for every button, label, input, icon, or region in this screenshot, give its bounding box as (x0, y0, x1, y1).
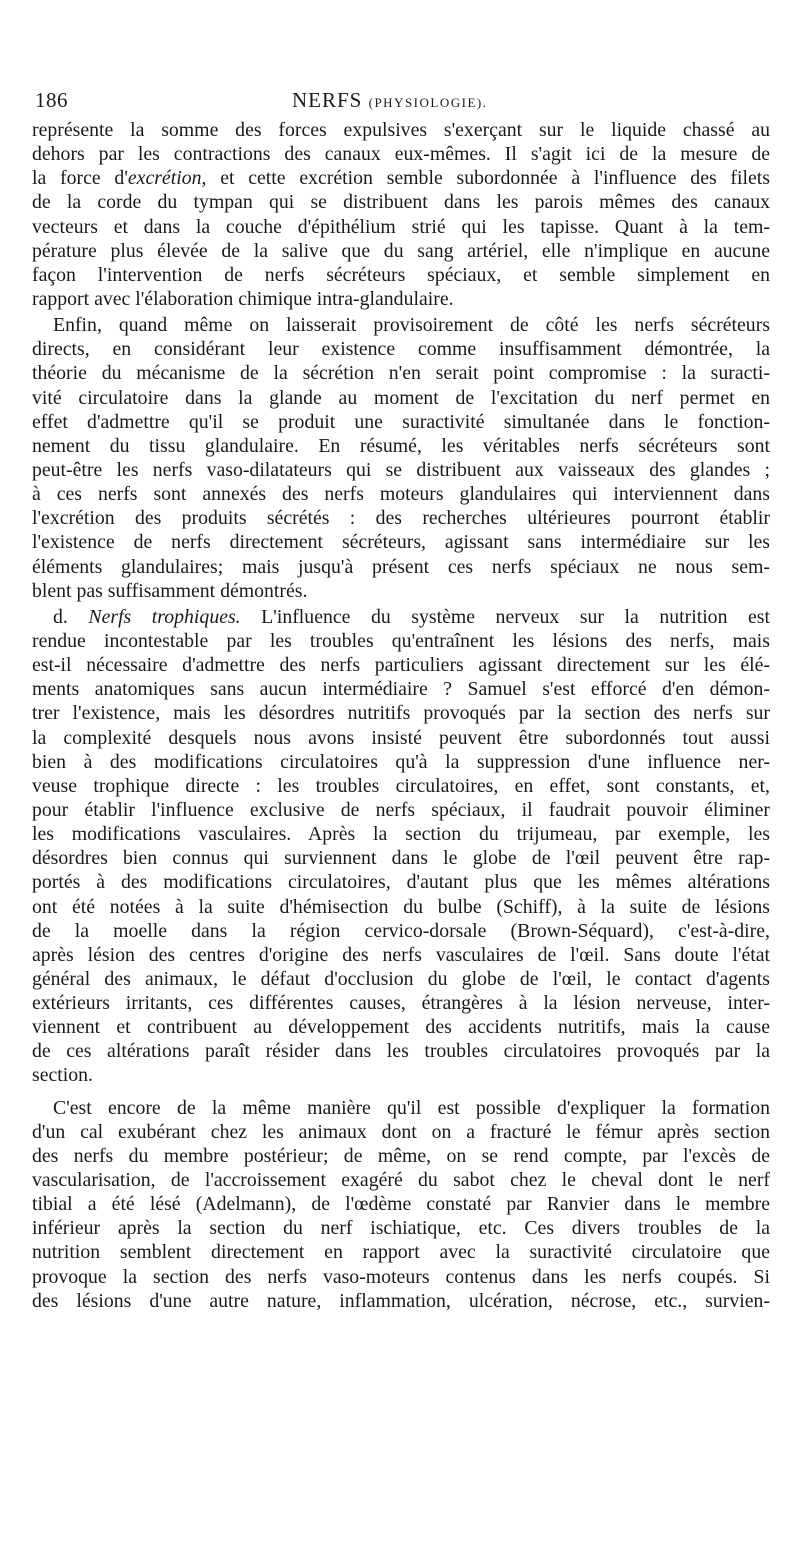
text-line: pérature plus élevée de la salive que du sang artériel, elle n'implique en aucune (32, 239, 770, 262)
text-line: Enfin, quand même on laisserait provisoirement de côté les nerfs sécréteurs (53, 314, 770, 337)
paragraph-2 (32, 313, 770, 603)
text-line: peut-être les nerfs vaso-dilatateurs qui se distribuent aux vaisseaux des glandes ; (32, 458, 770, 481)
text-line: effet d'admettre qu'il se produit une suractivité simultanée dans le fonction- (32, 410, 770, 433)
text-line: désordres bien connus qui surviennent dans le globe de l'œil peuvent être rap- (32, 847, 770, 870)
paragraph-1 (32, 118, 770, 311)
text-line: nutrition semblent directement en rapport avec la suractivité circulatoire que (32, 1241, 770, 1264)
text-line (32, 166, 770, 190)
section-heading: Nerfs trophiques. (88, 605, 241, 628)
text-line: est-il nécessaire d'admettre des nerfs particuliers agissant directement sur les élé- (32, 654, 770, 677)
text-line: directs, en considérant leur existence comme insuffisamment démontrée, la (32, 338, 770, 361)
page (32, 88, 770, 1315)
text-line: inférieur après la section du nerf ischiatique, etc. Ces divers troubles de la (32, 1217, 770, 1240)
text-line: nement du tissu glandulaire. En résumé, les véritables nerfs sécréteurs sont (32, 434, 770, 457)
text-line: d'un cal exubérant chez les animaux dont on a fracturé le fémur après section (32, 1120, 770, 1143)
text-line: C'est encore de la même manière qu'il est possible d'expliquer la formation (53, 1096, 770, 1119)
text-line: les modifications vasculaires. Après la section du trijumeau, par exemple, les (32, 823, 770, 846)
running-title-main: NERFS (292, 88, 363, 112)
text-line: portés à des modifications circulatoires, d'autant plus que les mêmes altérations (32, 871, 770, 894)
text-line: bien à des modifications circulatoires qu'à la suppression d'une influence ner- (32, 750, 770, 773)
text-line: des nerfs du membre postérieur; de même, on se rend compte, par l'excès de (32, 1144, 770, 1167)
text-line: blent pas suffisamment démontrés. (32, 579, 308, 602)
text-line: viennent et contribuent au développement des accidents nutritifs, mais la cause (32, 1016, 770, 1039)
text-line: trer l'existence, mais les désordres nutritifs provoqués par la section des nerfs sur (32, 702, 770, 725)
text-line: ments anatomiques sans aucun intermédiaire ? Samuel s'est efforcé d'en démon- (32, 678, 770, 701)
text-line: extérieurs irritants, ces différentes causes, étrangères à la lésion nerveuse, inter- (32, 992, 770, 1015)
text-line: vité circulatoire dans la glande au moment de l'excitation du nerf permet en (32, 386, 770, 409)
text-line: des lésions d'une autre nature, inflammation, ulcération, nécrose, etc., survien- (32, 1289, 770, 1312)
running-header (32, 88, 770, 118)
text-line: section. (32, 1064, 93, 1087)
text-line: éléments glandulaires; mais jusqu'à présent ces nerfs spéciaux ne nous sem- (32, 555, 770, 578)
text-line: l'excrétion des produits sécrétés : des recherches ultérieures pourront établir (32, 507, 770, 530)
running-title (292, 88, 487, 113)
text-line: la complexité desquels nous avons insisté peuvent être subordonnés tout aussi (32, 726, 770, 749)
running-title-subtitle: (PHYSIOLOGIE). (368, 95, 488, 110)
text-line: façon l'intervention de nerfs sécréteurs spéciaux, et semble simplement en (32, 263, 770, 286)
text-line: après lésion des centres d'origine des nerfs vasculaires de l'œil. Sans doute l'état (32, 943, 770, 966)
text-span: L'influence du système nerveux sur la nutrition est (240, 605, 770, 628)
text-span: la force d' (32, 167, 128, 190)
text-line: théorie du mécanisme de la sécrétion n'en serait point compromise : la suracti- (32, 362, 770, 385)
text-line: rendue incontestable par les troubles qu'entraînent les lésions des nerfs, mais (32, 629, 770, 652)
text-line: l'existence de nerfs directement sécréteurs, agissant sans intermédiaire sur les (32, 531, 770, 554)
text-line: vascularisation, de l'accroissement exagéré du sabot chez le cheval dont le nerf (32, 1169, 770, 1192)
paragraph-3 (32, 605, 770, 1088)
text-line: représente la somme des forces expulsives s'exerçant sur le liquide chassé au (32, 119, 770, 141)
text-line: général des animaux, le défaut d'occlusion du globe de l'œil, le contact d'agents (32, 967, 770, 990)
text-line (32, 605, 770, 629)
text-span: , et cette excrétion semble subordonnée à l'influence des filets (201, 167, 770, 190)
text-line: à ces nerfs sont annexés des nerfs moteurs glandulaires qui interviennent dans (32, 483, 770, 506)
text-line: de la moelle dans la région cervico-dorsale (Brown-Séquard), c'est-à-dire, (32, 919, 770, 942)
text-line: dehors par les contractions des canaux eux-mêmes. Il s'agit ici de la mesure de (32, 143, 770, 166)
text-line: pour établir l'influence exclusive de nerfs spéciaux, il faudrait pouvoir éliminer (32, 798, 770, 821)
page-number: 186 (35, 88, 68, 112)
text-line: veuse trophique directe : les troubles circulatoires, en effet, sont constants, et, (32, 774, 770, 797)
text-line: provoque la section des nerfs vaso-moteurs contenus dans les nerfs coupés. Si (32, 1265, 770, 1288)
text-line: de la corde du tympan qui se distribuent dans les parois mêmes des canaux (32, 191, 770, 214)
emphasis-excretion: excrétion (127, 167, 202, 190)
text-line: rapport avec l'élaboration chimique intra-glandulaire. (32, 287, 454, 310)
text-line: tibial a été lésé (Adelmann), de l'œdème constaté par Ranvier dans le membre (32, 1193, 770, 1216)
body-text (32, 118, 770, 1313)
text-line: vecteurs et dans la couche d'épithélium strié qui les tapisse. Quant à la tem- (32, 215, 770, 238)
text-line: ont été notées à la suite d'hémisection du bulbe (Schiff), à la suite de lésions (32, 895, 770, 918)
section-label: d. (53, 605, 68, 628)
paragraph-4 (32, 1096, 770, 1313)
text-line: de ces altérations paraît résider dans les troubles circulatoires provoqués par la (32, 1040, 770, 1063)
